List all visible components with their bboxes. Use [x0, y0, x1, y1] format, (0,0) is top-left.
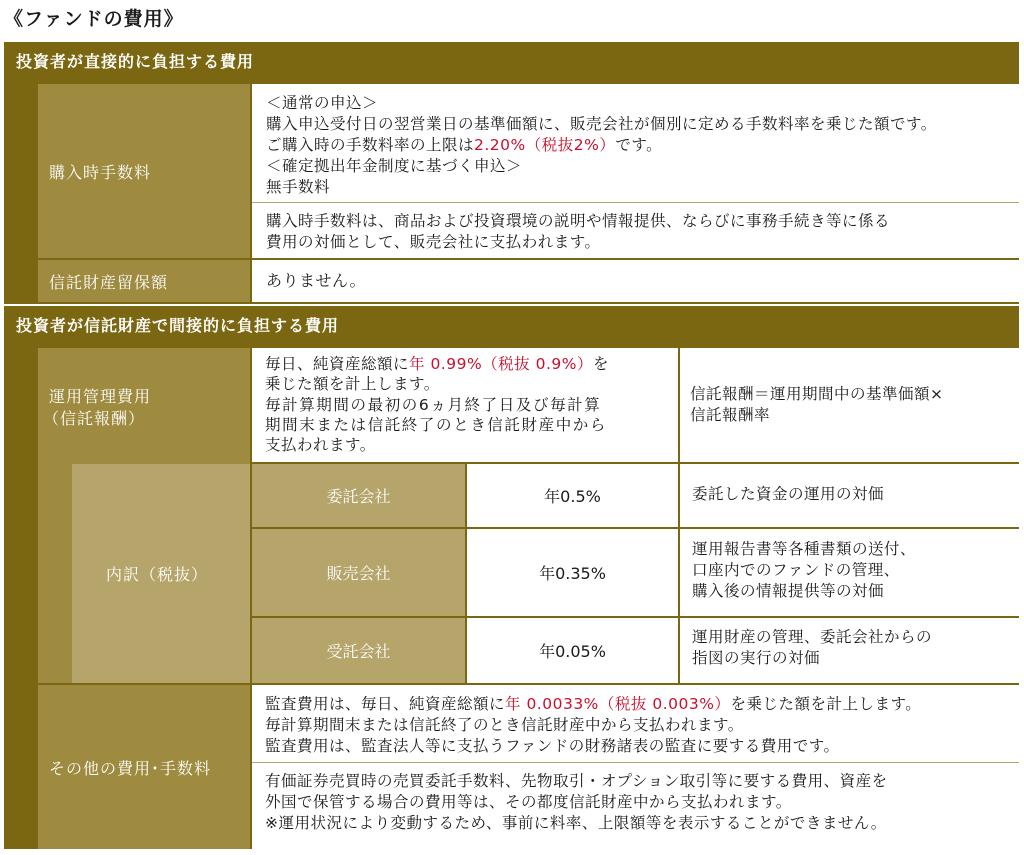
breakdown-row-3-rate: 年0.05% — [467, 618, 678, 683]
purchase-dc-value: 無手数料 — [266, 178, 331, 196]
reserve-cell — [252, 260, 1019, 302]
audit-fee-desc-l2: 毎計算期間末または信託終了のとき信託財産中から支払われます。 — [265, 716, 744, 734]
breakdown-row-1-desc — [680, 464, 1019, 527]
mgmt-fee-rate-line: 毎日、純資産総額に年 0.99%（税抜 0.9%）を — [265, 355, 610, 373]
mgmt-fee-formula-l1: 信託報酬＝運用期間中の基準価額× — [690, 385, 944, 403]
breakdown-row-3-name: 受託会社 — [252, 618, 465, 683]
breakdown-label: 内訳（税抜） — [106, 565, 209, 584]
purchase-fee-label: 購入時手数料 — [38, 84, 250, 258]
mgmt-fee-formula-cell — [680, 348, 1019, 462]
purchase-fee-cap: ご購入時の手数料率の上限は2.20%（税抜2%）です。 — [266, 136, 663, 154]
mgmt-fee-sublabel: （信託報酬） — [43, 409, 146, 428]
breakdown-row-2-rate: 年0.35% — [467, 529, 678, 616]
mgmt-fee-desc-l5: 支払われます。 — [265, 436, 376, 454]
breakdown-row-2-desc-l2: 口座内でのファンドの管理、 — [692, 561, 900, 579]
breakdown-row-1-rate: 年0.5% — [467, 464, 678, 527]
purchase-fee-note-l1: 購入時手数料は、商品および投資環境の説明や情報提供、ならびに事務手続き等に係る — [266, 212, 891, 230]
reserve-value: ありません。 — [266, 271, 366, 290]
purchase-fee-cell — [252, 84, 1019, 258]
breakdown-row-1-name: 委託会社 — [252, 464, 465, 527]
purchase-fee-note-l2: 費用の対価として、販売会社に支払われます。 — [266, 233, 601, 251]
breakdown-row-2-desc-l3: 購入後の情報提供等の対価 — [692, 582, 885, 600]
breakdown-row-3-desc — [680, 618, 1019, 683]
purchase-fee-cap-rate: 2.20%（税抜2%） — [474, 136, 616, 154]
mgmt-fee-rate: 年 0.99%（税抜 0.9%） — [409, 355, 593, 373]
breakdown-label-cell — [72, 464, 250, 683]
trading-fee-l1: 有価証券売買時の売買委託手数料、先物取引・オプション取引等に要する費用、資産を — [265, 772, 888, 790]
mgmt-fee-desc-l3: 毎計算期間の最初の6ヵ月終了日及び毎計算 — [265, 396, 602, 414]
purchase-normal-heading: ＜通常の申込＞ — [266, 94, 379, 112]
divider — [252, 202, 1019, 203]
purchase-normal-desc: 購入申込受付日の翌営業日の基準価額に、販売会社が個別に定める手数料率を乗じた額です。 — [266, 115, 937, 133]
mgmt-fee-desc-cell — [252, 348, 678, 462]
reserve-label: 信託財産留保額 — [38, 260, 250, 302]
audit-fee-desc-l3: 監査費用は、監査法人等に支払うファンドの財務諸表の監査に要する費用です。 — [265, 737, 840, 755]
mgmt-fee-label: 運用管理費用 — [49, 387, 152, 406]
other-fees-label: その他の費用･手数料 — [38, 685, 250, 849]
trading-fee-note: ※運用状況により変動するため、事前に料率、上限額等を表示することができません。 — [265, 814, 887, 832]
breakdown-row-3-desc-l1: 運用財産の管理、委託会社からの — [692, 628, 933, 646]
mgmt-fee-desc-l4: 期間末または信託終了のとき信託財産中から — [265, 416, 608, 434]
direct-costs-header: 投資者が直接的に負担する費用 — [16, 52, 255, 71]
purchase-dc-heading: ＜確定拠出年金制度に基づく申込＞ — [266, 157, 523, 175]
breakdown-row-3-desc-l2: 指図の実行の対価 — [692, 649, 821, 667]
mgmt-fee-desc-l2: 乗じた額を計上します。 — [265, 375, 440, 393]
audit-fee-rate: 年 0.0033%（税抜 0.003%） — [505, 695, 731, 713]
divider — [252, 762, 1019, 763]
indirect-costs-header: 投資者が信託財産で間接的に負担する費用 — [16, 316, 340, 335]
audit-fee-rate-line: 監査費用は、毎日、純資産総額に年 0.0033%（税抜 0.003%）を乗じた額を計上します。 — [265, 695, 922, 713]
other-fees-cell — [252, 685, 1019, 849]
breakdown-row-2-desc — [680, 529, 1019, 616]
breakdown-row-2-name: 販売会社 — [252, 529, 465, 616]
breakdown-row-2-desc-l1: 運用報告書等各種書類の送付、 — [692, 540, 917, 558]
mgmt-fee-formula-l2: 信託報酬率 — [690, 406, 771, 424]
section-title: 《ファンドの費用》 — [4, 8, 184, 30]
breakdown-row-1-desc-l1: 委託した資金の運用の対価 — [692, 485, 885, 503]
trading-fee-l2: 外国で保管する場合の費用等は、その都度信託財産中から支払われます。 — [265, 793, 792, 811]
